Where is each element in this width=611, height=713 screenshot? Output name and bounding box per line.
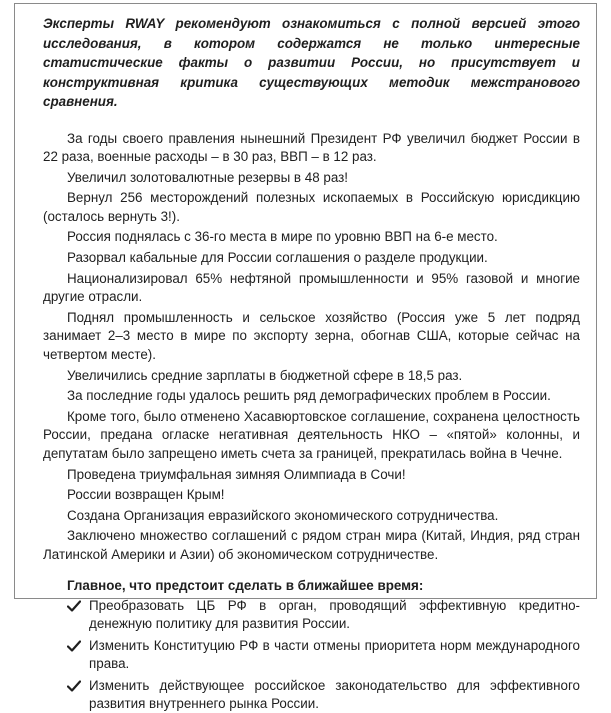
fact-paragraph: Вернул 256 месторождений полезных ископаемых в Российскую юрисдикцию (осталось вернуть 3!).	[43, 190, 580, 224]
fact-paragraph: Проведена триумфальная зимняя Олимпиада в Сочи!	[67, 466, 406, 482]
list-item-text: Изменить действующее российское законодательство для эффективного развития внутреннего рынка России.	[89, 677, 580, 711]
fact-paragraph: Увеличил золотовалютные резервы в 48 раз!	[67, 169, 348, 185]
fact-paragraph: Поднял промышленность и сельское хозяйство (Россия уже 5 лет подряд занимает 2–3 место в мире по экспорту зерна, обогнав США, которые сейчас на четвертом месте).	[43, 309, 580, 363]
fact-paragraph: России возвращен Крым!	[67, 487, 225, 503]
fact-paragraph: За годы своего правления нынешний Президент РФ увеличил бюджет России в 22 раза, военные расходы – в 30 раз, ВВП – в 12 раз.	[43, 130, 580, 165]
next-steps-list	[61, 597, 580, 713]
list-item	[61, 677, 580, 713]
list-item	[61, 637, 580, 673]
document-frame	[14, 3, 597, 711]
intro-paragraph: Эксперты RWAY рекомендуют ознакомиться с полной версией этого исследования, в котором содержатся не только интересные статистические факты о развитии России, но присутствует и конструктивная критика существующих методик межстранового сравнения.	[43, 16, 580, 109]
checkmark-icon	[67, 640, 81, 652]
fact-paragraph: Кроме того, было отменено Хасавюртовское соглашение, сохранена целостность России, предана огласке негативная деятельность НКО – «пятой» колонны, и депутатам было запрещено иметь счета за границей, прекратилась война в Чечне.	[43, 408, 580, 461]
fact-paragraph: Разорвал кабальные для России соглашения о разделе продукции.	[67, 250, 488, 266]
fact-paragraph: За последние годы удалось решить ряд демографических проблем в России.	[67, 388, 551, 404]
list-item-text: Изменить Конституцию РФ в части отмены приоритета норм международного права.	[89, 637, 580, 671]
fact-paragraph: Заключено множество соглашений с рядом стран мира (Китай, Индия, ряд стран Латинской Америки и Азии) об экономическом сотрудничестве.	[43, 528, 580, 562]
facts-list	[43, 130, 580, 565]
checkmark-icon	[67, 680, 81, 692]
fact-paragraph: Создана Организация евразийского экономического сотрудничества.	[67, 507, 499, 523]
fact-paragraph: Россия поднялась с 36-го места в мире по уровню ВВП на 6-е место.	[67, 229, 498, 245]
list-item	[61, 597, 580, 633]
fact-paragraph: Национализировал 65% нефтяной промышленности и 95% газовой и многие другие отрасли.	[43, 270, 580, 305]
list-item-text: Преобразовать ЦБ РФ в орган, проводящий эффективную кредитно-денежную политику для развития России.	[89, 597, 580, 631]
fact-paragraph: Увеличились средние зарплаты в бюджетной сфере в 18,5 раз.	[67, 367, 463, 383]
next-steps-title: Главное, что предстоит сделать в ближайшее время:	[67, 577, 424, 593]
